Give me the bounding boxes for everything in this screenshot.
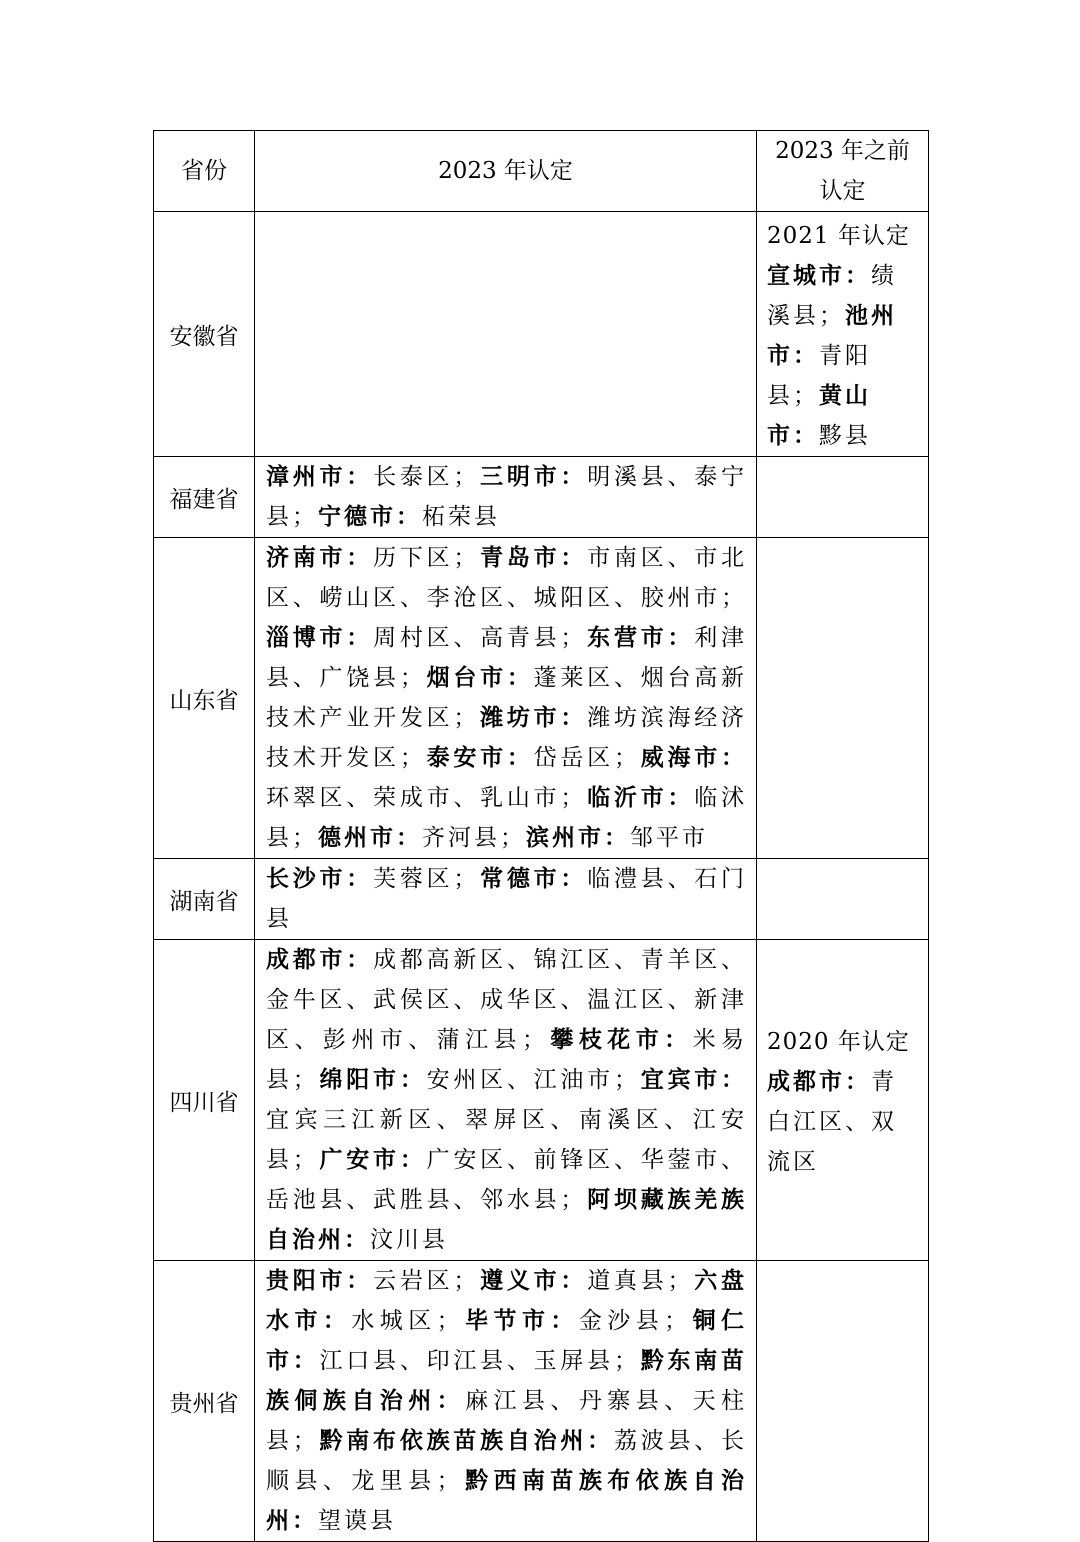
- current-cell: [255, 212, 757, 457]
- city-name: 长沙市：: [266, 866, 374, 892]
- county-list: 齐河县；: [422, 825, 526, 851]
- city-name: 淄博市：: [266, 625, 374, 651]
- county-list: 米易县；: [266, 1027, 747, 1093]
- city-name: 成都市：: [767, 1069, 871, 1095]
- county-list: 望谟县: [318, 1508, 396, 1534]
- previous-cell: [757, 538, 929, 859]
- header-before-2023: 2023 年之前认定: [757, 131, 929, 212]
- county-list: 芙蓉区；: [373, 866, 480, 892]
- city-name: 攀枝花市：: [547, 1027, 693, 1053]
- header-province: 省份: [154, 131, 255, 212]
- city-name: 漳州市：: [266, 464, 374, 490]
- county-list: 潍坊滨海经济技术开发区；: [266, 705, 748, 771]
- table-row: [154, 1261, 929, 1542]
- county-list: 利津县、广饶县；: [266, 625, 748, 691]
- current-cell: [255, 940, 757, 1261]
- county-list: 临沭县；: [266, 785, 748, 851]
- province-cell: 福建省: [154, 457, 255, 538]
- city-name: 黔南布依族苗族自治州：: [318, 1428, 614, 1454]
- county-list: 广安区、前锋区、华蓥市、岳池县、武胜县、邻水县；: [266, 1147, 748, 1213]
- county-list: 环翠区、荣成市、乳山市；: [266, 785, 587, 811]
- year-label: 2021 年认定: [767, 223, 910, 249]
- city-name: 宁德市：: [318, 504, 422, 530]
- county-list: 历下区；: [373, 545, 480, 571]
- county-list: 道真县；: [587, 1268, 694, 1294]
- city-name: 烟台市：: [425, 665, 534, 691]
- province-cell: 安徽省: [154, 212, 255, 457]
- previous-cell: [757, 457, 929, 538]
- city-name: 成都市：: [266, 947, 374, 973]
- previous-cell: [757, 940, 929, 1261]
- city-name: 六盘水市：: [266, 1268, 748, 1334]
- county-list: 临澧县、石门县: [266, 866, 748, 932]
- city-name: 宜宾市：: [639, 1067, 748, 1093]
- county-list: 长泰区；: [373, 464, 480, 490]
- city-name: 威海市：: [639, 745, 748, 771]
- county-list: 青阳县；: [767, 343, 871, 409]
- county-list: 江口县、印江县、玉屏县；: [319, 1348, 640, 1374]
- city-name: 黔东南苗族侗族自治州：: [266, 1348, 748, 1414]
- city-name: 广安市：: [318, 1147, 427, 1173]
- header-2023: 2023 年认定: [255, 131, 757, 212]
- city-name: 青岛市：: [479, 545, 588, 571]
- city-name: 常德市：: [479, 866, 588, 892]
- city-name: 泰安市：: [425, 745, 534, 771]
- table-row: [154, 940, 929, 1261]
- county-list: 绩溪县；: [767, 263, 897, 329]
- county-list: 水城区；: [351, 1308, 463, 1334]
- county-list: 宜宾三江新区、翠屏区、南溪区、江安县；: [266, 1107, 747, 1173]
- city-name: 潍坊市：: [479, 705, 588, 731]
- province-cell: 山东省: [154, 538, 255, 859]
- county-list: 青白江区、双流区: [767, 1069, 897, 1175]
- year-label: 2020 年认定: [767, 1029, 910, 1055]
- previous-cell: [757, 212, 929, 457]
- county-list: 汶川县: [370, 1227, 448, 1253]
- county-list: 金沙县；: [578, 1308, 691, 1334]
- city-name: 德州市：: [318, 825, 422, 851]
- county-list: 市南区、市北区、崂山区、李沧区、城阳区、胶州市；: [266, 545, 748, 611]
- city-name: 黄山市：: [767, 383, 871, 449]
- table-row: [154, 212, 929, 457]
- province-cell: 湖南省: [154, 859, 255, 940]
- previous-cell: [757, 1261, 929, 1542]
- city-name: 毕节市：: [462, 1308, 579, 1334]
- table-row: [154, 859, 929, 940]
- county-list: 邹平市: [630, 825, 708, 851]
- city-name: 贵阳市：: [266, 1268, 374, 1294]
- designation-table: [153, 130, 929, 1542]
- city-name: 铜仁市：: [266, 1308, 747, 1374]
- table-row: [154, 457, 929, 538]
- county-list: 荔波县、长顺县、龙里县；: [266, 1428, 748, 1494]
- county-list: 明溪县、泰宁县；: [266, 464, 748, 530]
- county-list: 成都高新区、锦江区、青羊区、金牛区、武侯区、成华区、温江区、新津区、彭州市、蒲江县；: [266, 947, 748, 1053]
- table-row: [154, 538, 929, 859]
- province-cell: 四川省: [154, 940, 255, 1261]
- city-name: 遵义市：: [479, 1268, 588, 1294]
- current-cell: [255, 859, 757, 940]
- city-name: 济南市：: [266, 545, 374, 571]
- city-name: 黔西南苗族布依族自治州：: [266, 1468, 747, 1534]
- city-name: 宣城市：: [767, 263, 871, 289]
- county-list: 黟县: [819, 423, 871, 449]
- current-cell: [255, 1261, 757, 1542]
- county-list: 安州区、江油市；: [426, 1067, 640, 1093]
- county-list: 云岩区；: [373, 1268, 480, 1294]
- city-name: 三明市：: [479, 464, 588, 490]
- current-cell: [255, 538, 757, 859]
- previous-cell: [757, 859, 929, 940]
- county-list: 岱岳区；: [533, 745, 640, 771]
- province-cell: 贵州省: [154, 1261, 255, 1542]
- county-list: 蓬莱区、烟台高新技术产业开发区；: [266, 665, 748, 731]
- city-name: 滨州市：: [526, 825, 630, 851]
- city-name: 阿坝藏族羌族自治州：: [266, 1187, 748, 1253]
- county-list: 麻江县、丹寨县、天柱县；: [266, 1388, 747, 1454]
- current-cell: [255, 457, 757, 538]
- city-name: 东营市：: [586, 625, 695, 651]
- county-list: 周村区、高青县；: [373, 625, 587, 651]
- city-name: 绵阳市：: [318, 1067, 427, 1093]
- city-name: 池州市：: [767, 303, 897, 369]
- city-name: 临沂市：: [586, 785, 695, 811]
- table-header-row: [154, 131, 929, 212]
- county-list: 柘荣县: [422, 504, 500, 530]
